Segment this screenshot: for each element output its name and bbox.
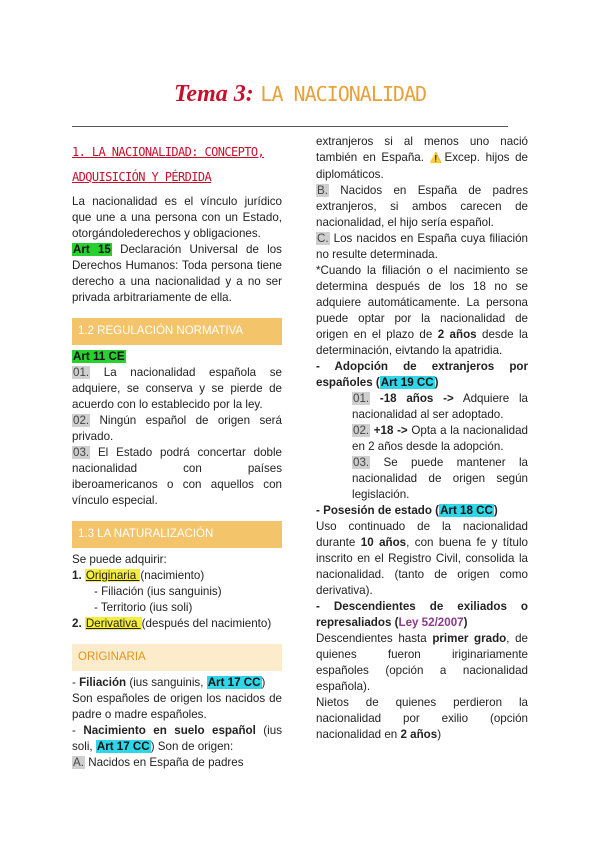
adopcion-item-03: 03. Se puede mantener la nacionalidad de origen según legislación.: [352, 456, 528, 501]
nietos-text: Nietos de quienes perdieron la nacionalidad por exilio (opción nacionalidad en 2 años): [316, 696, 528, 741]
left-column: [72, 140, 282, 771]
descendientes-heading: - Descendientes de exiliados o represaliados (Ley 52/2007): [316, 600, 528, 629]
list-item-derivativa: 2. Derivativa (después del nacimiento): [72, 617, 272, 630]
reg-item-01: 01. La nacionalidad española se adquiere, se conserva y se pierde de acuerdo con lo establecido por la ley.: [72, 366, 282, 411]
art15-tag: Art 15: [73, 243, 111, 256]
descendientes-text: Descendientes hasta primer grado, de quienes fueron iriginariamente españoles (opción a nacionalidad española).: [316, 632, 528, 693]
sub-item-filiacion: - Filiación (ius sanguinis): [94, 585, 222, 598]
filiacion-heading: - Filiación (ius sanguinis, Art 17 CC): [72, 676, 266, 689]
posesion-heading: - Posesión de estado (Art 18 CC): [316, 504, 498, 517]
filiacion-note: *Cuando la filiación o el nacimiento se determina después de los 18 no se adquiere automáticamente. La persona puede optar por la nacionalidad de origen en el plazo de 2 años desde la determinación, eivtando la apatridia.: [316, 264, 528, 357]
reg-item-03: 03. El Estado podrá concertar doble nacionalidad con países iberoamericanos o con aquellos con vínculo especial.: [72, 446, 282, 507]
posesion-text: Uso continuado de la nacionalidad durante 10 años, con buena fe y título inscrito en el Registro Civil, consolida la nacionalidad. (tanto de origen como derivativa).: [316, 520, 528, 597]
art15-paragraph: Art 15 Declaración Universal de los Derechos Humanos: Toda persona tiene derecho a una nacionalidad y a no ser privada arbitrariamente de ella.: [72, 243, 282, 304]
item-c: C. Los nacidos en España cuya filiación no resulte determinada.: [316, 232, 528, 261]
se-puede-text: Se puede adquirir:: [72, 553, 167, 566]
art11-tag: Art 11 CE: [73, 350, 125, 363]
intro-paragraph: La nacionalidad es el vínculo jurídico que une a una persona con un Estado, otorgándolederechos y obligaciones.: [72, 195, 282, 240]
list-item-originaria: 1. Originaria (nacimiento): [72, 569, 205, 582]
right-column: [316, 134, 528, 743]
warning-icon: ⚠️: [429, 153, 445, 164]
item-b: B. Nacidos en España de padres extranjeros, si ambos carecen de nacionalidad, el hijo sería español.: [316, 184, 528, 229]
section-heading-1: 1. LA NACIONALIDAD: CONCEPTO, ADQUISICIÓN Y PÉRDIDA: [72, 145, 265, 184]
item-a-continued: extranjeros si al menos uno nació también en España. ⚠️Excep. hijos de diplomáticos.: [316, 135, 528, 181]
nacimiento-heading: - Nacimiento en suelo español (ius soli, Art 17 CC) Son de origen:: [72, 724, 282, 753]
title-divider: [72, 126, 508, 127]
band-naturalizacion: 1.3 LA NATURALIZACIÓN: [72, 521, 282, 548]
adopcion-heading: - Adopción de extranjeros por españoles (Art 19 CC): [316, 360, 528, 389]
item-a: A. Nacidos en España de padres: [73, 756, 244, 769]
band-regulacion: 1.2 REGULACIÓN NORMATIVA: [72, 318, 282, 345]
reg-item-02: 02. Ningún español de origen será privado.: [72, 414, 282, 443]
adopcion-item-01: 01. -18 años -> Adquiere la nacionalidad al ser adoptado.: [352, 392, 528, 421]
page-title: [0, 80, 600, 108]
title-subtitle: LA NACIONALIDAD: [260, 82, 427, 106]
title-main: Tema 3:: [173, 81, 254, 107]
band-originaria: ORIGINARIA: [72, 644, 282, 671]
sub-item-territorio: - Territorio (ius soli): [94, 601, 193, 614]
adopcion-item-02: 02. +18 -> Opta a la nacionalidad en 2 años desde la adopción.: [352, 424, 528, 453]
filiacion-text: Son españoles de origen los nacidos de padre o madre españoles.: [72, 692, 282, 721]
